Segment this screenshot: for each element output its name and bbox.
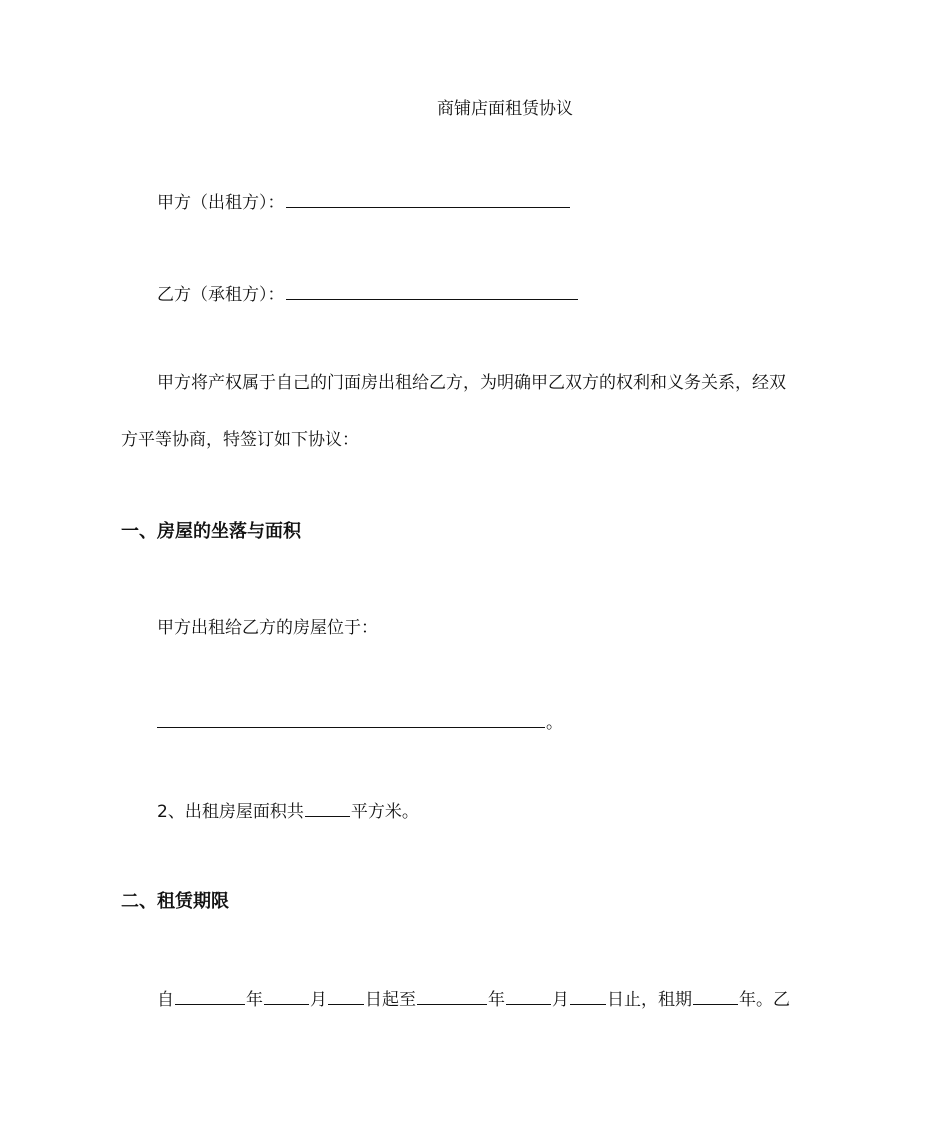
party-b-label: 乙方（承租方）： <box>157 285 285 305</box>
party-b-line <box>157 282 579 306</box>
period-month1: 月 <box>310 990 327 1010</box>
section1-heading: 一、房屋的坐落与面积 <box>121 521 301 542</box>
period-year1: 年 <box>246 990 263 1010</box>
start-day-blank <box>328 987 364 1005</box>
period-day2: 日止，租期 <box>607 990 692 1010</box>
period-years-suffix: 年。乙 <box>739 990 790 1010</box>
area-blank <box>305 799 350 817</box>
intro-paragraph-line1: 甲方将产权属于自己的门面房出租给乙方，为明确甲乙双方的权利和义务关系，经双 <box>157 373 786 393</box>
location-end-mark: 。 <box>546 713 563 733</box>
section2-heading: 二、租赁期限 <box>121 891 229 912</box>
period-day1: 日起至 <box>365 990 416 1010</box>
area-prefix: 2、出租房屋面积共 <box>157 802 304 822</box>
period-month2: 月 <box>552 990 569 1010</box>
period-from: 自 <box>157 990 174 1010</box>
end-month-blank <box>506 987 551 1005</box>
party-b-blank <box>286 282 578 300</box>
start-month-blank <box>264 987 309 1005</box>
period-year2: 年 <box>488 990 505 1010</box>
party-a-line <box>157 190 571 214</box>
location-blank <box>157 710 545 728</box>
term-years-blank <box>693 987 738 1005</box>
document-title: 商铺店面租赁协议 <box>437 99 573 119</box>
party-a-label: 甲方（出租方）： <box>157 193 285 213</box>
start-year-blank <box>175 987 245 1005</box>
section1-location-label: 甲方出租给乙方的房屋位于： <box>157 618 378 638</box>
section1-area-line <box>157 799 419 823</box>
section2-period-line <box>157 987 790 1011</box>
end-day-blank <box>570 987 606 1005</box>
intro-paragraph-line2: 方平等协商，特签订如下协议： <box>121 430 359 450</box>
area-suffix: 平方米。 <box>350 802 419 822</box>
party-a-blank <box>286 190 570 208</box>
section1-location-line <box>157 710 563 734</box>
end-year-blank <box>417 987 487 1005</box>
